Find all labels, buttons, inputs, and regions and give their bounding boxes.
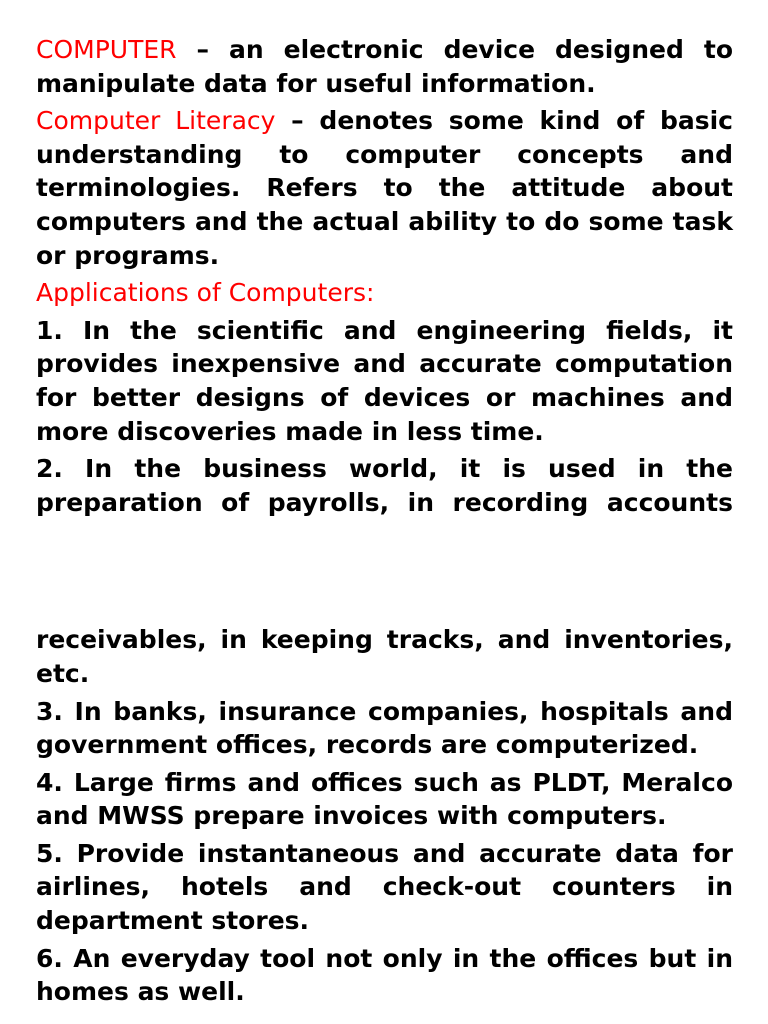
application-item-6: 6. An everyday tool not only in the offices but in homes as well. [36, 943, 733, 1007]
definition-computer-text: – an electronic device designed to manipulate data for useful information. [36, 35, 733, 98]
definition-computer-literacy [36, 104, 733, 272]
page-break-gap [36, 523, 733, 623]
application-item-3: 3. In banks, insurance companies, hospitals and government offices, records are computerized. [36, 696, 733, 760]
application-item-1: 1. In the scientific and engineering fields, it provides inexpensive and accurate computation for better designs of devices or machines and more discoveries made in less time. [36, 315, 733, 446]
term-computer-literacy: Computer Literacy [36, 106, 276, 136]
applications-heading: Applications of Computers: [36, 278, 375, 308]
document-page [36, 33, 733, 1013]
application-item-2: 2. In the business world, it is used in the preparation of payrolls, in recording accounts [36, 454, 733, 517]
application-item-4: 4. Large firms and offices such as PLDT, Meralco and MWSS prepare invoices with computers. [36, 767, 733, 831]
term-computer: COMPUTER [36, 35, 177, 64]
definition-computer [36, 33, 733, 100]
application-item-2-continued: receivables, in keeping tracks, and inventories, etc. [36, 625, 733, 688]
definition-computer-literacy-text: – denotes some kind of basic understanding to computer concepts and terminologies. Refers to the attitude about computers and the actual ability to do some task or programs. [36, 106, 733, 270]
application-item-5: 5. Provide instantaneous and accurate data for airlines, hotels and check-out counters in department stores. [36, 838, 733, 936]
